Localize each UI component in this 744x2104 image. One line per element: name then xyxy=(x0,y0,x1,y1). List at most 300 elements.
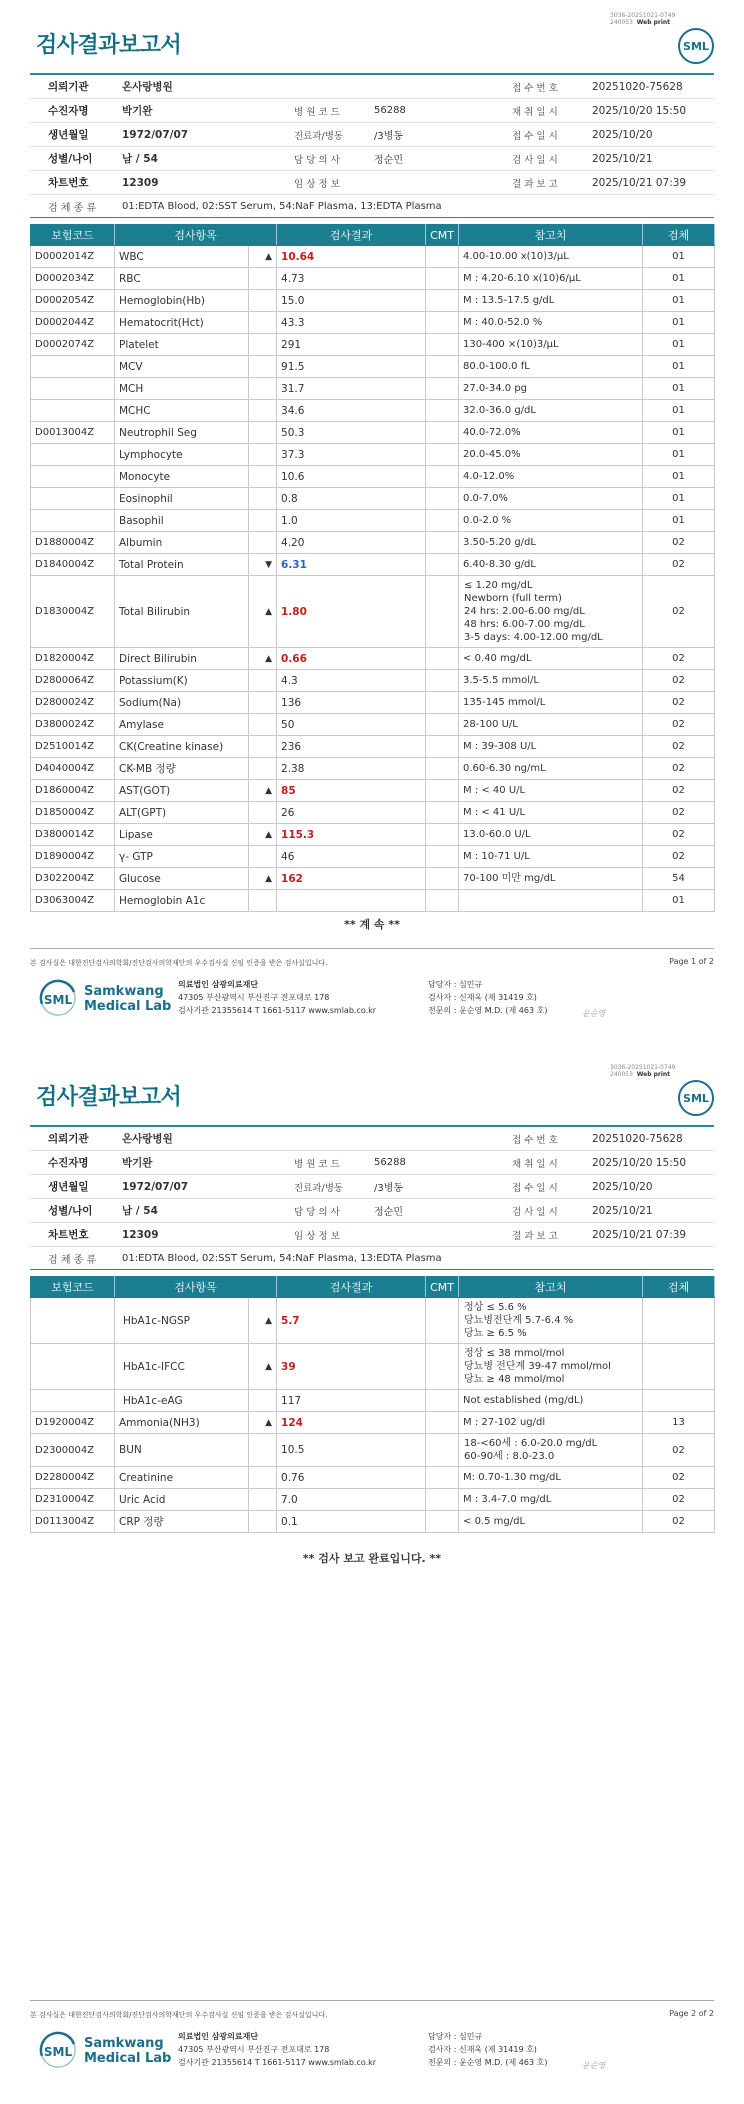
table-row xyxy=(31,488,715,510)
reference-range-cell: < 0.40 mg/dL xyxy=(459,648,643,670)
table-row xyxy=(31,554,715,576)
page-number: Page 2 of 2 xyxy=(669,2009,714,2018)
specimen-cell: 02 xyxy=(643,576,715,648)
table-row xyxy=(31,290,715,312)
certification-note: 본 검사실은 대한진단검사의학회/진단검사의학재단의 우수검사실 신임 인증을 받은 검사실입니다. xyxy=(30,959,328,967)
flag-cell xyxy=(249,1511,277,1533)
test-name-cell: CK-MB 정량 xyxy=(115,758,249,780)
cmt-cell xyxy=(426,1344,459,1390)
reference-range-cell: 40.0-72.0% xyxy=(459,422,643,444)
test-name-cell: Potassium(K) xyxy=(115,670,249,692)
high-flag-icon: ▲ xyxy=(249,824,277,846)
insurance-code-cell xyxy=(31,356,115,378)
specimen-cell xyxy=(643,1298,715,1344)
specimen-cell: 02 xyxy=(643,648,715,670)
specimen-cell: 02 xyxy=(643,1467,715,1489)
insurance-code-cell: D1850004Z xyxy=(31,802,115,824)
high-flag-icon: ▲ xyxy=(249,1298,277,1344)
specimen-cell: 02 xyxy=(643,1489,715,1511)
insurance-code-cell xyxy=(31,1390,115,1412)
table-row xyxy=(31,692,715,714)
result-cell: 39 xyxy=(277,1344,426,1390)
result-cell: 136 xyxy=(277,692,426,714)
header-cmt: CMT xyxy=(426,225,459,246)
result-cell: 1.80 xyxy=(277,576,426,648)
reference-range-cell: 0.0-2.0 % xyxy=(459,510,643,532)
specimen-cell: 01 xyxy=(643,488,715,510)
patient-info-block: 의뢰기관 온사랑병원 접 수 번 호 20251020-75628 수진자명 박기완 병 원 코 드 56288 채 취 일 시 2025/10/20 15:50 생년월일 1972/07/07 진료과/병동 /3병동 접 수 일 시 2025/10/20 성별/나이 남 / 54 담 당 의 사 정순민 검 사 일 시 2025/10/21 차트번호 12309 임 상 정 보 결 과 보 고 2025/10/21 07:39 검 체 종 류 01:EDTA Blood, 02:SST Serum, 54:NaF Plasma, 13:EDTA Plasma xyxy=(30,1125,714,1270)
insurance-code-cell: D0002074Z xyxy=(31,334,115,356)
result-cell: 15.0 xyxy=(277,290,426,312)
test-name-cell: Hemoglobin A1c xyxy=(115,890,249,912)
reference-range-cell: M : < 40 U/L xyxy=(459,780,643,802)
table-row xyxy=(31,802,715,824)
doctor-signature: 윤순영 xyxy=(582,1009,606,1018)
flag-cell xyxy=(249,290,277,312)
sml-logo-icon xyxy=(676,26,716,66)
cmt-cell xyxy=(426,714,459,736)
test-name-cell: Total Protein xyxy=(115,554,249,576)
result-cell: 31.7 xyxy=(277,378,426,400)
insurance-code-cell: D1880004Z xyxy=(31,532,115,554)
reference-range-cell: 28-100 U/L xyxy=(459,714,643,736)
result-cell: 85 xyxy=(277,780,426,802)
table-row xyxy=(31,576,715,648)
specimen-cell: 02 xyxy=(643,532,715,554)
specimen-cell xyxy=(643,1390,715,1412)
reference-line: 당뇨 ≥ 6.5 % xyxy=(464,1328,527,1339)
test-name-cell: HbA1c-eAG xyxy=(115,1390,249,1412)
table-row xyxy=(31,1434,715,1467)
cmt-cell xyxy=(426,466,459,488)
flag-cell xyxy=(249,758,277,780)
reference-range-cell: < 0.5 mg/dL xyxy=(459,1511,643,1533)
reference-range-cell: 130-400 ×(10)3/μL xyxy=(459,334,643,356)
lab-name: Samkwang Medical Lab xyxy=(84,2036,172,2066)
insurance-code-cell xyxy=(31,466,115,488)
table-row xyxy=(31,1412,715,1434)
reference-range-cell xyxy=(459,890,643,912)
flag-cell xyxy=(249,356,277,378)
result-cell: 50 xyxy=(277,714,426,736)
insurance-code-cell xyxy=(31,1344,115,1390)
cmt-cell xyxy=(426,736,459,758)
test-name-cell: Neutrophil Seg xyxy=(115,422,249,444)
insurance-code-cell: D0002014Z xyxy=(31,246,115,268)
reference-range-cell xyxy=(459,1298,643,1344)
reference-range-cell: M : < 41 U/L xyxy=(459,802,643,824)
table-row xyxy=(31,444,715,466)
insurance-code-cell: D3800014Z xyxy=(31,824,115,846)
result-cell: 4.73 xyxy=(277,268,426,290)
result-cell: 34.6 xyxy=(277,400,426,422)
specimen-cell: 02 xyxy=(643,714,715,736)
reference-range-cell: 4.00-10.00 x(10)3/μL xyxy=(459,246,643,268)
reference-line: 24 hrs: 2.00-6.00 mg/dL xyxy=(464,606,585,617)
cmt-cell xyxy=(426,356,459,378)
header-result: 검사결과 xyxy=(277,225,426,246)
svg-text:SML: SML xyxy=(43,993,73,1007)
table-row xyxy=(31,890,715,912)
flag-cell xyxy=(249,334,277,356)
result-cell: 124 xyxy=(277,1412,426,1434)
result-cell: 0.1 xyxy=(277,1511,426,1533)
document-id: 3036-20251021-0749 240053 Web print xyxy=(610,1064,676,1078)
specimen-cell: 01 xyxy=(643,466,715,488)
result-cell: 46 xyxy=(277,846,426,868)
insurance-code-cell: D4040004Z xyxy=(31,758,115,780)
reference-range-cell: M : 40.0-52.0 % xyxy=(459,312,643,334)
flag-cell xyxy=(249,890,277,912)
insurance-code-cell: D2300004Z xyxy=(31,1434,115,1467)
insurance-code-cell: D1860004Z xyxy=(31,780,115,802)
reference-range-cell: 13.0-60.0 U/L xyxy=(459,824,643,846)
specimen-cell: 02 xyxy=(643,670,715,692)
flag-cell xyxy=(249,488,277,510)
table-row xyxy=(31,714,715,736)
specimen-cell: 02 xyxy=(643,1434,715,1467)
table-row xyxy=(31,532,715,554)
result-cell: 37.3 xyxy=(277,444,426,466)
sml-logo-icon xyxy=(676,1078,716,1118)
staff-list: 담당자 : 심민규 검사자 : 신재욱 (제 31419 호) 전문의 : 윤순영 M.D. (제 463 호) xyxy=(428,980,548,1015)
flag-cell xyxy=(249,714,277,736)
lab-address: 의료법인 삼광의료재단 47305 부산광역시 부산진구 전포대로 178 검사기관 21355614 T 1661-5117 www.smlab.co.kr xyxy=(178,980,377,1015)
footer-divider xyxy=(30,2000,714,2001)
cmt-cell xyxy=(426,692,459,714)
insurance-code-cell: D2800064Z xyxy=(31,670,115,692)
reference-range-cell: 70-100 미만 mg/dL xyxy=(459,868,643,890)
test-name-cell: HbA1c-IFCC xyxy=(115,1344,249,1390)
header-code: 보험코드 xyxy=(31,1277,115,1298)
insurance-code-cell: D2310004Z xyxy=(31,1489,115,1511)
cmt-cell xyxy=(426,290,459,312)
cmt-cell xyxy=(426,1489,459,1511)
test-name-cell: Amylase xyxy=(115,714,249,736)
staff-list: 담당자 : 심민규 검사자 : 신재욱 (제 31419 호) 전문의 : 윤순영 M.D. (제 463 호) xyxy=(428,2032,548,2067)
flag-cell xyxy=(249,312,277,334)
specimen-cell: 02 xyxy=(643,846,715,868)
flag-cell xyxy=(249,422,277,444)
cmt-cell xyxy=(426,1434,459,1467)
cmt-cell xyxy=(426,488,459,510)
test-name-cell: Basophil xyxy=(115,510,249,532)
table-row xyxy=(31,1390,715,1412)
test-name-cell: Monocyte xyxy=(115,466,249,488)
report-title: 검사결과보고서 xyxy=(36,1085,182,1110)
reference-range-cell: M: 0.70-1.30 mg/dL xyxy=(459,1467,643,1489)
document-id: 3036-20251021-0749 240053 Web print xyxy=(610,12,676,26)
reference-range-cell: 4.0-12.0% xyxy=(459,466,643,488)
table-row xyxy=(31,378,715,400)
reference-line: 당뇨병전단계 5.7-6.4 % xyxy=(464,1315,574,1326)
specimen-cell: 54 xyxy=(643,868,715,890)
specimen-cell: 02 xyxy=(643,692,715,714)
table-row xyxy=(31,1489,715,1511)
result-cell: 43.3 xyxy=(277,312,426,334)
flag-cell xyxy=(249,268,277,290)
cmt-cell xyxy=(426,1298,459,1344)
table-row xyxy=(31,648,715,670)
table-row xyxy=(31,246,715,268)
cmt-cell xyxy=(426,334,459,356)
samkwang-logo-icon xyxy=(36,2030,80,2070)
cmt-cell xyxy=(426,868,459,890)
insurance-code-cell xyxy=(31,444,115,466)
test-name-cell: Platelet xyxy=(115,334,249,356)
specimen-cell: 01 xyxy=(643,444,715,466)
report-title: 검사결과보고서 xyxy=(36,33,182,58)
insurance-code-cell: D1840004Z xyxy=(31,554,115,576)
test-name-cell: CK(Creatine kinase) xyxy=(115,736,249,758)
cmt-cell xyxy=(426,422,459,444)
patient-info-block: 의뢰기관 온사랑병원 접 수 번 호 20251020-75628 수진자명 박기완 병 원 코 드 56288 채 취 일 시 2025/10/20 15:50 생년월일 1972/07/07 진료과/병동 /3병동 접 수 일 시 2025/10/20 성별/나이 남 / 54 담 당 의 사 정순민 검 사 일 시 2025/10/21 차트번호 12309 임 상 정 보 결 과 보 고 2025/10/21 07:39 검 체 종 류 01:EDTA Blood, 02:SST Serum, 54:NaF Plasma, 13:EDTA Plasma xyxy=(30,73,714,218)
insurance-code-cell: D0002054Z xyxy=(31,290,115,312)
flag-cell xyxy=(249,846,277,868)
reference-line: ≤ 1.20 mg/dL xyxy=(464,580,533,591)
reference-line: 정상 ≤ 5.6 % xyxy=(464,1302,527,1313)
flag-cell xyxy=(249,444,277,466)
table-row xyxy=(31,670,715,692)
cmt-cell xyxy=(426,824,459,846)
page-number: Page 1 of 2 xyxy=(669,957,714,966)
result-cell xyxy=(277,890,426,912)
test-name-cell: Glucose xyxy=(115,868,249,890)
insurance-code-cell: D0113004Z xyxy=(31,1511,115,1533)
high-flag-icon: ▲ xyxy=(249,1412,277,1434)
test-name-cell: Direct Bilirubin xyxy=(115,648,249,670)
result-cell: 4.3 xyxy=(277,670,426,692)
result-cell: 6.31 xyxy=(277,554,426,576)
table-row xyxy=(31,780,715,802)
result-cell: 162 xyxy=(277,868,426,890)
reference-range-cell: 0.60-6.30 ng/mL xyxy=(459,758,643,780)
test-name-cell: Uric Acid xyxy=(115,1489,249,1511)
table-row xyxy=(31,400,715,422)
test-name-cell: BUN xyxy=(115,1434,249,1467)
reference-line: 정상 ≤ 38 mmol/mol xyxy=(464,1348,565,1359)
header-code: 보험코드 xyxy=(31,225,115,246)
reference-range-cell: M : 27-102 ug/dl xyxy=(459,1412,643,1434)
cmt-cell xyxy=(426,670,459,692)
result-cell: 91.5 xyxy=(277,356,426,378)
flag-cell xyxy=(249,1390,277,1412)
result-cell: 2.38 xyxy=(277,758,426,780)
specimen-cell: 13 xyxy=(643,1412,715,1434)
table-row xyxy=(31,312,715,334)
report-page-2 xyxy=(0,1052,744,2104)
reference-line: 당뇨병 전단계 39-47 mmol/mol xyxy=(464,1361,611,1372)
results-table-page-2 xyxy=(30,1276,715,1533)
insurance-code-cell: D2280004Z xyxy=(31,1467,115,1489)
test-name-cell: Total Bilirubin xyxy=(115,576,249,648)
reference-range-cell xyxy=(459,576,643,648)
insurance-code-cell: D1920004Z xyxy=(31,1412,115,1434)
cmt-cell xyxy=(426,246,459,268)
test-name-cell: Lipase xyxy=(115,824,249,846)
insurance-code-cell: D3800024Z xyxy=(31,714,115,736)
flag-cell xyxy=(249,510,277,532)
test-name-cell: Albumin xyxy=(115,532,249,554)
reference-range-cell: 80.0-100.0 fL xyxy=(459,356,643,378)
specimen-cell: 01 xyxy=(643,378,715,400)
test-name-cell: ALT(GPT) xyxy=(115,802,249,824)
result-cell: 4.20 xyxy=(277,532,426,554)
insurance-code-cell: D2800024Z xyxy=(31,692,115,714)
result-cell: 10.64 xyxy=(277,246,426,268)
insurance-code-cell xyxy=(31,488,115,510)
reference-line: 18-<60세 : 6.0-20.0 mg/dL xyxy=(464,1438,598,1449)
flag-cell xyxy=(249,692,277,714)
test-name-cell: Sodium(Na) xyxy=(115,692,249,714)
insurance-code-cell: D0002034Z xyxy=(31,268,115,290)
insurance-code-cell: D1890004Z xyxy=(31,846,115,868)
reference-range-cell xyxy=(459,1344,643,1390)
test-name-cell: Lymphocyte xyxy=(115,444,249,466)
insurance-code-cell: D3063004Z xyxy=(31,890,115,912)
table-row xyxy=(31,758,715,780)
header-result: 검사결과 xyxy=(277,1277,426,1298)
footer-divider xyxy=(30,948,714,949)
header-item: 검사항목 xyxy=(115,225,277,246)
reference-range-cell: 6.40-8.30 g/dL xyxy=(459,554,643,576)
insurance-code-cell: D0002044Z xyxy=(31,312,115,334)
result-cell: 115.3 xyxy=(277,824,426,846)
insurance-code-cell: D1830004Z xyxy=(31,576,115,648)
flag-cell xyxy=(249,1434,277,1467)
table-row xyxy=(31,736,715,758)
table-row xyxy=(31,846,715,868)
test-name-cell: MCV xyxy=(115,356,249,378)
table-row xyxy=(31,1511,715,1533)
test-name-cell: RBC xyxy=(115,268,249,290)
insurance-code-cell xyxy=(31,1298,115,1344)
table-row xyxy=(31,824,715,846)
reference-range-cell: 0.0-7.0% xyxy=(459,488,643,510)
header-item: 검사항목 xyxy=(115,1277,277,1298)
header-ref: 참고치 xyxy=(459,225,643,246)
cmt-cell xyxy=(426,444,459,466)
specimen-cell: 01 xyxy=(643,290,715,312)
low-flag-icon: ▼ xyxy=(249,554,277,576)
test-name-cell: AST(GOT) xyxy=(115,780,249,802)
result-cell: 236 xyxy=(277,736,426,758)
cmt-cell xyxy=(426,846,459,868)
cmt-cell xyxy=(426,400,459,422)
test-name-cell: CRP 정량 xyxy=(115,1511,249,1533)
specimen-cell: 01 xyxy=(643,890,715,912)
test-name-cell: Hemoglobin(Hb) xyxy=(115,290,249,312)
specimen-cell: 01 xyxy=(643,268,715,290)
cmt-cell xyxy=(426,268,459,290)
reference-line: 48 hrs: 6.00-7.00 mg/dL xyxy=(464,619,585,630)
flag-cell xyxy=(249,532,277,554)
header-spec: 검체 xyxy=(643,1277,715,1298)
result-cell: 117 xyxy=(277,1390,426,1412)
table-row xyxy=(31,1344,715,1390)
reference-range-cell: 20.0-45.0% xyxy=(459,444,643,466)
table-row xyxy=(31,510,715,532)
test-name-cell: MCH xyxy=(115,378,249,400)
reference-range-cell: 3.50-5.20 g/dL xyxy=(459,532,643,554)
lab-address: 의료법인 삼광의료재단 47305 부산광역시 부산진구 전포대로 178 검사기관 21355614 T 1661-5117 www.smlab.co.kr xyxy=(178,2032,377,2067)
reference-line: Newborn (full term) xyxy=(464,593,562,604)
specimen-cell: 01 xyxy=(643,246,715,268)
result-cell: 291 xyxy=(277,334,426,356)
cmt-cell xyxy=(426,378,459,400)
cmt-cell xyxy=(426,576,459,648)
specimen-cell: 01 xyxy=(643,312,715,334)
result-cell: 50.3 xyxy=(277,422,426,444)
header-cmt: CMT xyxy=(426,1277,459,1298)
specimen-cell: 01 xyxy=(643,334,715,356)
flag-cell xyxy=(249,1467,277,1489)
result-cell: 0.76 xyxy=(277,1467,426,1489)
flag-cell xyxy=(249,736,277,758)
test-name-cell: Creatinine xyxy=(115,1467,249,1489)
table-row xyxy=(31,356,715,378)
high-flag-icon: ▲ xyxy=(249,648,277,670)
test-name-cell: γ- GTP xyxy=(115,846,249,868)
cmt-cell xyxy=(426,1390,459,1412)
cmt-cell xyxy=(426,1467,459,1489)
insurance-code-cell: D3022004Z xyxy=(31,868,115,890)
table-row xyxy=(31,466,715,488)
test-name-cell: Eosinophil xyxy=(115,488,249,510)
table-row xyxy=(31,868,715,890)
reference-range-cell: M : 13.5-17.5 g/dL xyxy=(459,290,643,312)
result-cell: 0.66 xyxy=(277,648,426,670)
flag-cell xyxy=(249,466,277,488)
table-row xyxy=(31,422,715,444)
reference-range-cell: 27.0-34.0 pg xyxy=(459,378,643,400)
test-name-cell: WBC xyxy=(115,246,249,268)
results-table-page-1 xyxy=(30,224,715,912)
specimen-cell: 02 xyxy=(643,802,715,824)
insurance-code-cell xyxy=(31,378,115,400)
cmt-cell xyxy=(426,758,459,780)
cmt-cell xyxy=(426,648,459,670)
test-name-cell: MCHC xyxy=(115,400,249,422)
samkwang-logo-icon xyxy=(36,978,80,1018)
reference-line: 3-5 days: 4.00-12.00 mg/dL xyxy=(464,632,603,643)
insurance-code-cell xyxy=(31,400,115,422)
flag-cell xyxy=(249,1489,277,1511)
cmt-cell xyxy=(426,554,459,576)
specimen-cell: 02 xyxy=(643,736,715,758)
cmt-cell xyxy=(426,510,459,532)
reference-line: 당뇨 ≥ 48 mmol/mol xyxy=(464,1374,565,1385)
result-cell: 0.8 xyxy=(277,488,426,510)
cmt-cell xyxy=(426,312,459,334)
cmt-cell xyxy=(426,1412,459,1434)
table-row xyxy=(31,334,715,356)
specimen-cell: 02 xyxy=(643,824,715,846)
high-flag-icon: ▲ xyxy=(249,576,277,648)
table-row xyxy=(31,1467,715,1489)
reference-range-cell: M : 10-71 U/L xyxy=(459,846,643,868)
header-ref: 참고치 xyxy=(459,1277,643,1298)
insurance-code-cell: D0013004Z xyxy=(31,422,115,444)
high-flag-icon: ▲ xyxy=(249,246,277,268)
table-row xyxy=(31,268,715,290)
flag-cell xyxy=(249,670,277,692)
result-cell: 1.0 xyxy=(277,510,426,532)
reference-range-cell: Not established (mg/dL) xyxy=(459,1390,643,1412)
reference-range-cell: M : 4.20-6.10 x(10)6/μL xyxy=(459,268,643,290)
specimen-cell: 02 xyxy=(643,554,715,576)
test-name-cell: Ammonia(NH3) xyxy=(115,1412,249,1434)
